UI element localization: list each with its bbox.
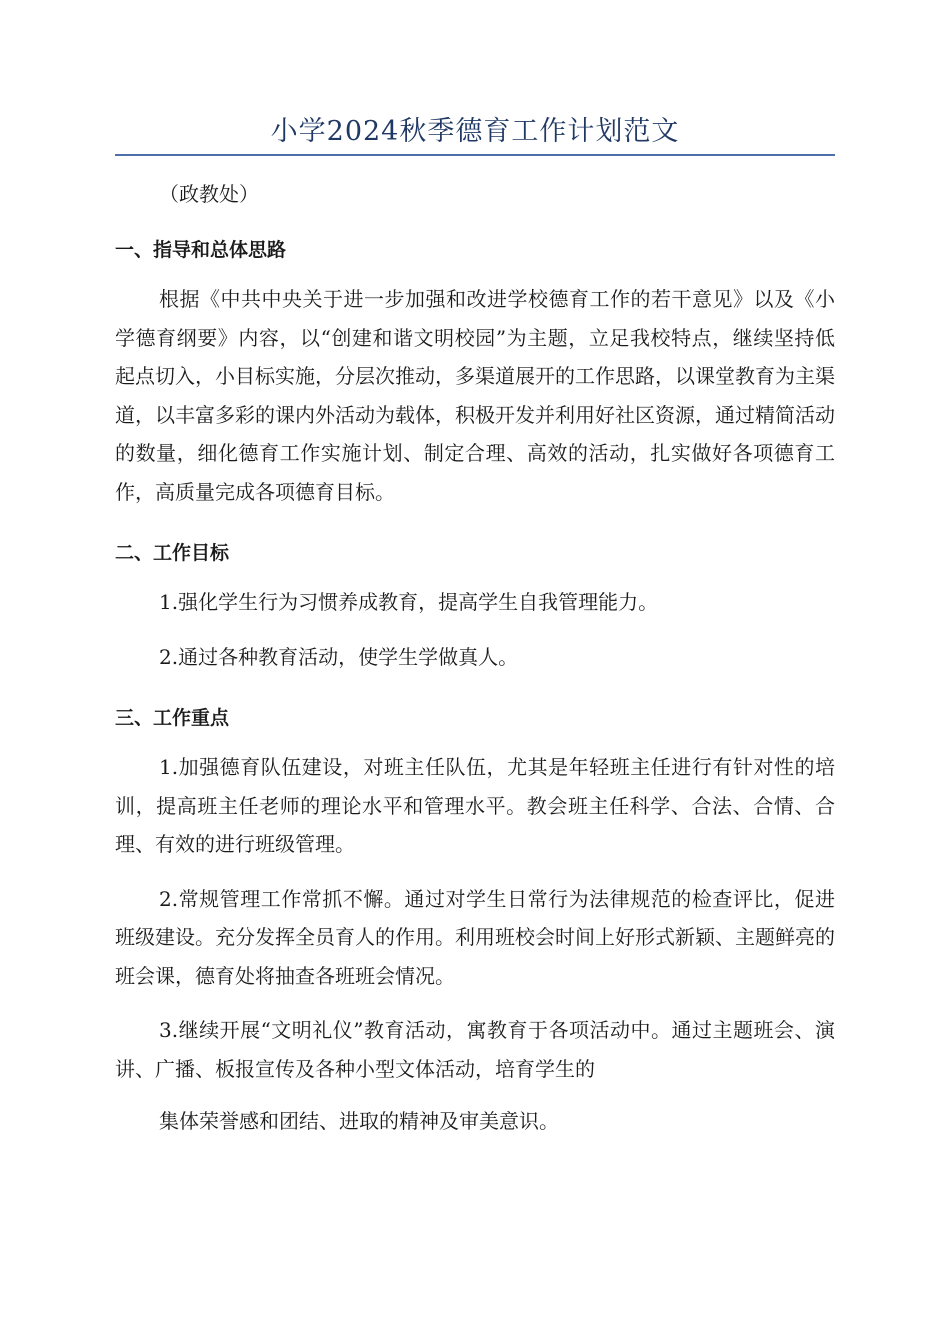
section-3-paragraph-1: 1.加强德育队伍建设，对班主任队伍，尤其是年轻班主任进行有针对性的培训，提高班主任老师的理论水平和管理水平。教会班主任科学、合法、合情、合理、有效的进行班级管理。 bbox=[115, 755, 835, 856]
department-label: （政教处） bbox=[159, 182, 259, 206]
section-3-paragraph-3: 3.继续开展“文明礼仪”教育活动，寓教育于各项活动中。通过主题班会、演讲、广播、板报宣传及各种小型文体活动，培育学生的 bbox=[115, 1018, 835, 1081]
section-3-paragraph-2: 2.常规管理工作常抓不懈。通过对学生日常行为法律规范的检查评比，促进班级建设。充分发挥全员育人的作用。利用班校会时间上好形式新颖、主题鲜亮的班会课，德育处将抽查各班班会情况。 bbox=[115, 886, 835, 988]
section-heading-2: 二、工作目标 bbox=[115, 542, 230, 564]
section-heading-1: 一、指导和总体思路 bbox=[115, 239, 287, 261]
section-3-paragraph-4: 集体荣誉感和团结、进取的精神及审美意识。 bbox=[159, 1109, 559, 1133]
section-2-paragraph-1: 1.强化学生行为习惯养成教育，提高学生自我管理能力。 bbox=[159, 590, 659, 614]
section-heading-3: 三、工作重点 bbox=[115, 707, 230, 729]
section-2-paragraph-2: 2.通过各种教育活动，使学生学做真人。 bbox=[159, 644, 519, 669]
section-1-paragraph-1: 根据《中共中央关于进一步加强和改进学校德育工作的若干意见》以及《小学德育纲要》内容，以“创建和谐文明校园”为主题，立足我校特点，继续坚持低起点切入，小目标实施，分层次推动，多渠道展开的工作思路，以课堂教育为主渠道，以丰富多彩的课内外活动为载体，积极开发并利用好社区资源，通过精简活动的数量，细化德育工作实施计划、制定合理、高效的活动，扎实做好各项德育工作，高质量完成各项德育目标。 bbox=[115, 287, 835, 504]
document-page bbox=[115, 112, 835, 1141]
document-title: 小学2024秋季德育工作计划范文 bbox=[115, 112, 835, 156]
